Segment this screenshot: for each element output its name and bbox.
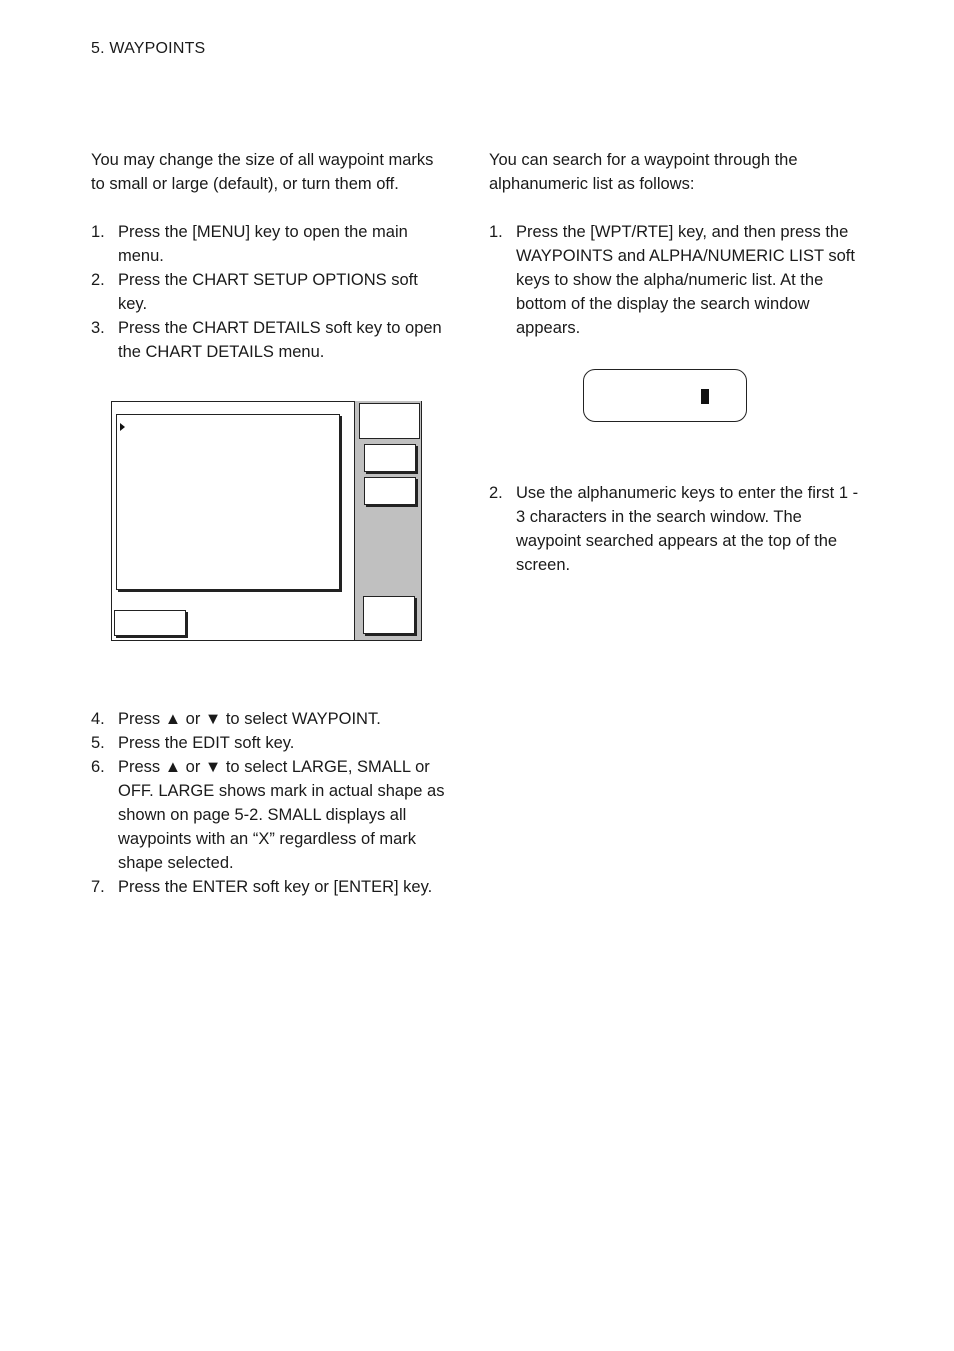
page-header: 5. WAYPOINTS <box>91 40 206 57</box>
right-column-continued <box>489 481 869 577</box>
step-text: Press the CHART DETAILS soft key to open the CHART DETAILS menu. <box>118 319 442 361</box>
softkey-3 <box>364 477 416 505</box>
search-steps-list-continued <box>489 481 869 577</box>
step-text: Press ▲ or ▼ to select LARGE, SMALL or OFF. LARGE shows mark in actual shape as shown on page 5-2. SMALL displays all waypoints with an “X” regardless of mark shape selected. <box>118 758 445 872</box>
step-6 <box>91 755 451 875</box>
search-step-1 <box>489 220 869 340</box>
step-5 <box>91 731 451 755</box>
step-text: Press the CHART SETUP OPTIONS soft key. <box>118 271 418 313</box>
softkey-1 <box>359 403 420 439</box>
step-number: 5. <box>91 734 105 752</box>
step-text: Use the alphanumeric keys to enter the first 1 - 3 characters in the search window. The waypoint searched appears at the top of the screen. <box>516 484 859 574</box>
step-number: 3. <box>91 319 105 337</box>
step-4 <box>91 707 451 731</box>
menu-bottom-button <box>114 610 186 636</box>
search-step-2 <box>489 481 869 577</box>
step-number: 1. <box>91 223 105 241</box>
step-number: 7. <box>91 878 105 896</box>
step-number: 2. <box>489 484 503 502</box>
left-column <box>91 148 451 388</box>
right-column <box>489 148 869 340</box>
softkey-4 <box>363 596 415 634</box>
step-number: 2. <box>91 271 105 289</box>
text-cursor-icon <box>701 389 709 404</box>
step-1 <box>91 220 451 268</box>
step-text: Press the ENTER soft key or [ENTER] key. <box>118 878 433 896</box>
search-window-diagram <box>583 369 747 422</box>
steps-list-a <box>91 220 451 364</box>
step-text: Press the [WPT/RTE] key, and then press the WAYPOINTS and ALPHA/NUMERIC LIST soft keys to show the alpha/numeric list. At the bottom of the display the search window appears. <box>516 223 855 337</box>
left-intro: You may change the size of all waypoint marks to small or large (default), or turn them off. <box>91 151 434 193</box>
steps-list-b <box>91 707 451 899</box>
step-text: Press ▲ or ▼ to select WAYPOINT. <box>118 710 381 728</box>
step-text: Press the EDIT soft key. <box>118 734 295 752</box>
step-number: 1. <box>489 223 503 241</box>
chart-details-menu-diagram <box>111 401 422 641</box>
left-column-continued <box>91 707 451 899</box>
softkey-panel <box>354 401 421 640</box>
menu-list-box <box>116 414 340 590</box>
right-intro: You can search for a waypoint through the alphanumeric list as follows: <box>489 151 798 193</box>
step-number: 6. <box>91 758 105 776</box>
step-7 <box>91 875 451 899</box>
step-3 <box>91 316 451 364</box>
step-text: Press the [MENU] key to open the main menu. <box>118 223 408 265</box>
step-number: 4. <box>91 710 105 728</box>
step-2 <box>91 268 451 316</box>
softkey-2 <box>364 444 416 472</box>
cursor-arrow-icon <box>120 423 125 431</box>
search-steps-list <box>489 220 869 340</box>
